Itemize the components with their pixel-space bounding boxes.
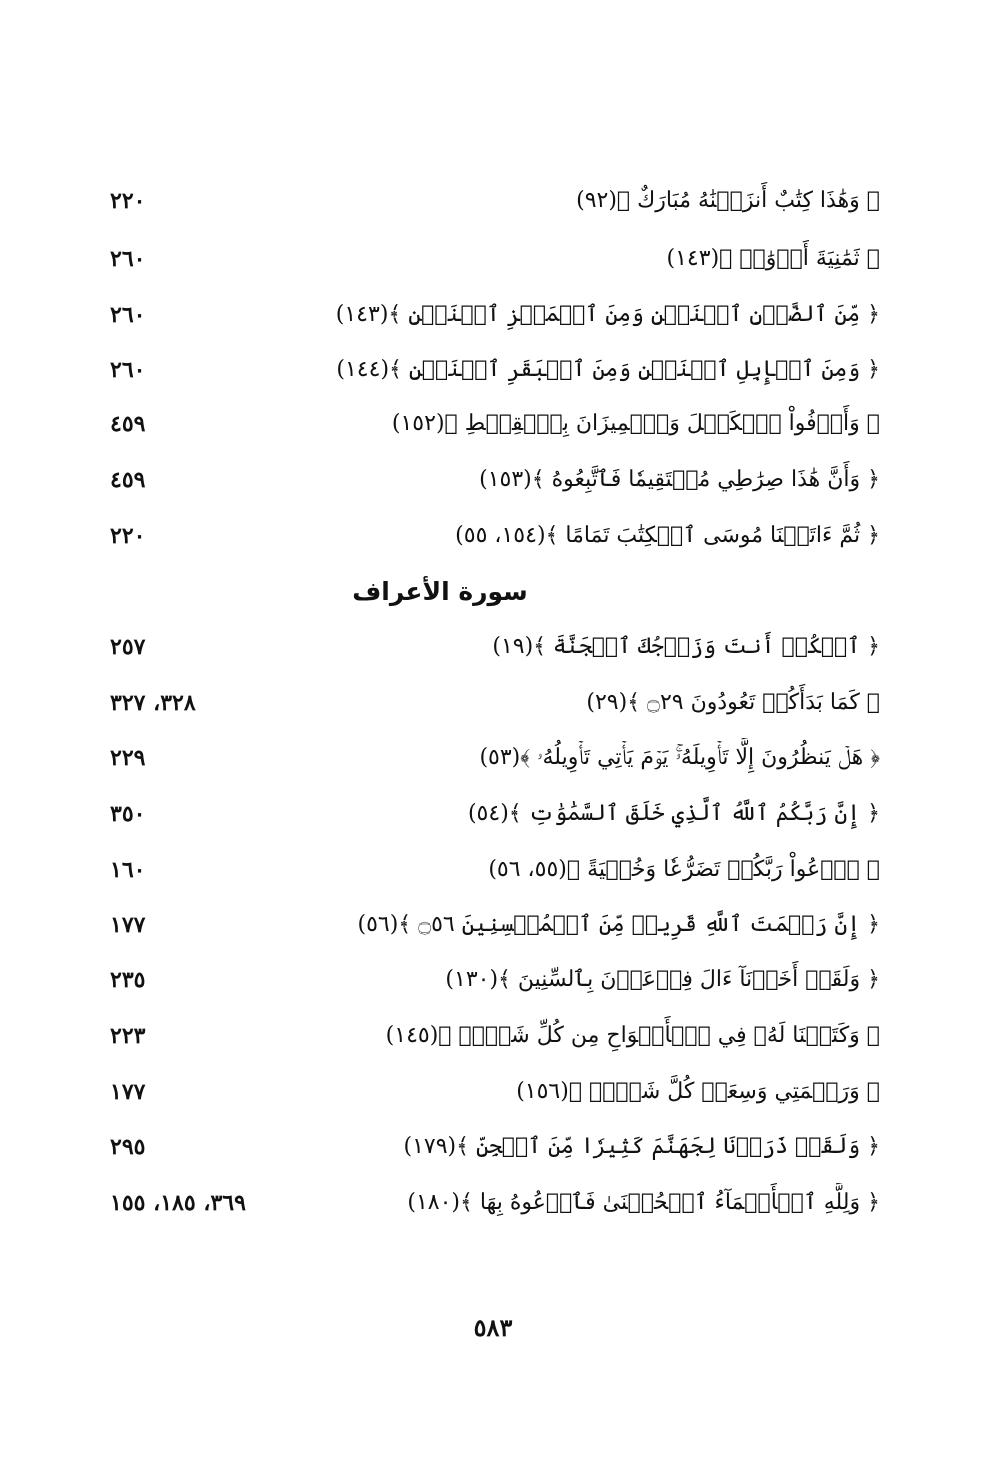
index-entry bbox=[110, 1016, 880, 1056]
page-reference: ٤٥٩ bbox=[110, 411, 146, 437]
index-entry bbox=[110, 1072, 880, 1112]
verse-text: ﴿ وَكَتَبۡنَا لَهُۥ فِي ٱلۡأَلۡوَاحِ مِن كُلِّ شَيۡءٖ ﴾(١٤٥) bbox=[385, 1023, 880, 1048]
index-entry bbox=[110, 850, 880, 890]
verse-text: ﴿ وَلِلَّهِ ٱلۡأَسۡمَآءُ ٱلۡحُسۡنَىٰ فَٱدۡعُوهُ بِهَا ﴾(١٨٠) bbox=[407, 1190, 880, 1215]
page-reference: ٢٥٧ bbox=[110, 634, 146, 660]
verse-text: ﴿ ثَمَٰنِيَةَ أَزۡوَٰجٖ ﴾(١٤٣) bbox=[666, 246, 880, 271]
page-reference: ٢٩٥ bbox=[110, 1134, 146, 1160]
verse-text: ﴿ ٱدۡعُواْ رَبَّكُمۡ تَضَرُّعٗا وَخُفۡيَةً ﴾(٥٥، ٥٦) bbox=[488, 857, 880, 882]
verse-text: ﴿ وَهَٰذَا كِتَٰبٌ أَنزَلۡنَٰهُ مُبَارَكٌ ﴾(٩٢) bbox=[576, 188, 880, 213]
page-reference: ٤٥٩ bbox=[110, 467, 146, 493]
page-reference: ١٦٠ bbox=[110, 857, 146, 883]
verse-text: ﴿ وَلَقَدۡ أَخَذۡنَآ ءَالَ فِرۡعَوۡنَ بِٱلسِّنِينَ ﴾(١٣٠) bbox=[445, 967, 880, 992]
verse-text: ﴿ وَأَوۡفُواْ ٱلۡكَيۡلَ وَٱلۡمِيزَانَ بِٱلۡقِسۡطِ ﴾(١٥٢) bbox=[391, 411, 880, 436]
index-entry bbox=[110, 239, 880, 279]
page-reference: ١٧٧ bbox=[110, 912, 146, 938]
verse-text: ﴿ هَلۡ يَنظُرُونَ إِلَّا تَأۡوِيلَهُۥۚ يَوۡمَ يَأۡتِي تَأۡوِيلُهُۥ ﴾(٥٣) bbox=[479, 745, 880, 770]
page-reference: ٢٦٠ bbox=[110, 246, 146, 272]
page-reference: ٣٦٩، ١٨٥، ١٥٥ bbox=[110, 1190, 246, 1216]
page-reference: ٢٢٠ bbox=[110, 188, 146, 214]
verse-text: ﴿ ثُمَّ ءَاتَيۡنَا مُوسَى ٱلۡكِتَٰبَ تَمَامًا ﴾(١٥٤، ٥٥) bbox=[455, 523, 880, 548]
index-entry bbox=[110, 1127, 880, 1167]
page-reference: ٢٦٠ bbox=[110, 357, 146, 383]
index-entry bbox=[110, 295, 880, 335]
verse-text: ﴿ كَمَا بَدَأَكُمۡ تَعُودُونَ ۝٢٩ ﴾(٢٩) bbox=[586, 690, 880, 715]
page-reference: ٣٢٨، ٣٢٧ bbox=[110, 690, 196, 716]
page-number: ٥٨٣ bbox=[473, 1313, 513, 1342]
index-entry bbox=[110, 460, 880, 500]
index-entry bbox=[110, 181, 880, 221]
verse-text: ﴿ وَمِنَ ٱلۡإِبِلِ ٱثۡنَيۡنِ وَمِنَ ٱلۡبَقَرِ ٱثۡنَيۡنِ ﴾(١٤٤) bbox=[336, 357, 880, 382]
page-reference: ٢٣٥ bbox=[110, 967, 146, 993]
index-entry bbox=[110, 738, 880, 778]
index-entry bbox=[110, 683, 880, 723]
verse-text: ﴿ وَرَحۡمَتِي وَسِعَتۡ كُلَّ شَيۡءٖ ﴾(١٥٦) bbox=[516, 1079, 880, 1104]
index-entry bbox=[110, 794, 880, 834]
verse-text: ﴿ مِّنَ ٱلضَّأۡنِ ٱثۡنَيۡنِ وَمِنَ ٱلۡمَعۡزِ ٱثۡنَيۡنِ ﴾(١٤٣) bbox=[335, 302, 880, 327]
index-entry bbox=[110, 627, 880, 667]
index-entry bbox=[110, 516, 880, 556]
index-entry bbox=[110, 905, 880, 945]
surah-heading: سورة الأعراف bbox=[352, 577, 528, 606]
page-reference: ٣٥٠ bbox=[110, 801, 146, 827]
index-entry bbox=[110, 350, 880, 390]
verse-text: ﴿ ٱسۡكُنۡ أَنتَ وَزَوۡجُكَ ٱلۡجَنَّةَ ﴾(١٩) bbox=[492, 634, 880, 659]
page-reference: ٢٢٠ bbox=[110, 523, 146, 549]
page-reference: ٢٦٠ bbox=[110, 302, 146, 328]
verse-text: ﴿ وَأَنَّ هَٰذَا صِرَٰطِي مُسۡتَقِيمٗا فَٱتَّبِعُوهُ ﴾(١٥٣) bbox=[479, 467, 880, 492]
index-entry bbox=[110, 1183, 880, 1223]
index-entry bbox=[110, 404, 880, 444]
verse-text: ﴿ وَلَقَدۡ ذَرَأۡنَا لِجَهَنَّمَ كَثِيرٗا مِّنَ ٱلۡجِنِّ ﴾(١٧٩) bbox=[403, 1134, 880, 1159]
page-reference: ٢٢٣ bbox=[110, 1023, 146, 1049]
verse-text: ﴿ إِنَّ رَبَّكُمُ ٱللَّهُ ٱلَّذِي خَلَقَ ٱلسَّمَٰوَٰتِ ﴾(٥٤) bbox=[467, 801, 880, 826]
page-reference: ٢٢٩ bbox=[110, 745, 146, 771]
index-entry bbox=[110, 960, 880, 1000]
page-reference: ١٧٧ bbox=[110, 1079, 146, 1105]
verse-text: ﴿ إِنَّ رَحۡمَتَ ٱللَّهِ قَرِيبٞ مِّنَ ٱلۡمُحۡسِنِينَ ۝٥٦ ﴾(٥٦) bbox=[357, 912, 880, 937]
